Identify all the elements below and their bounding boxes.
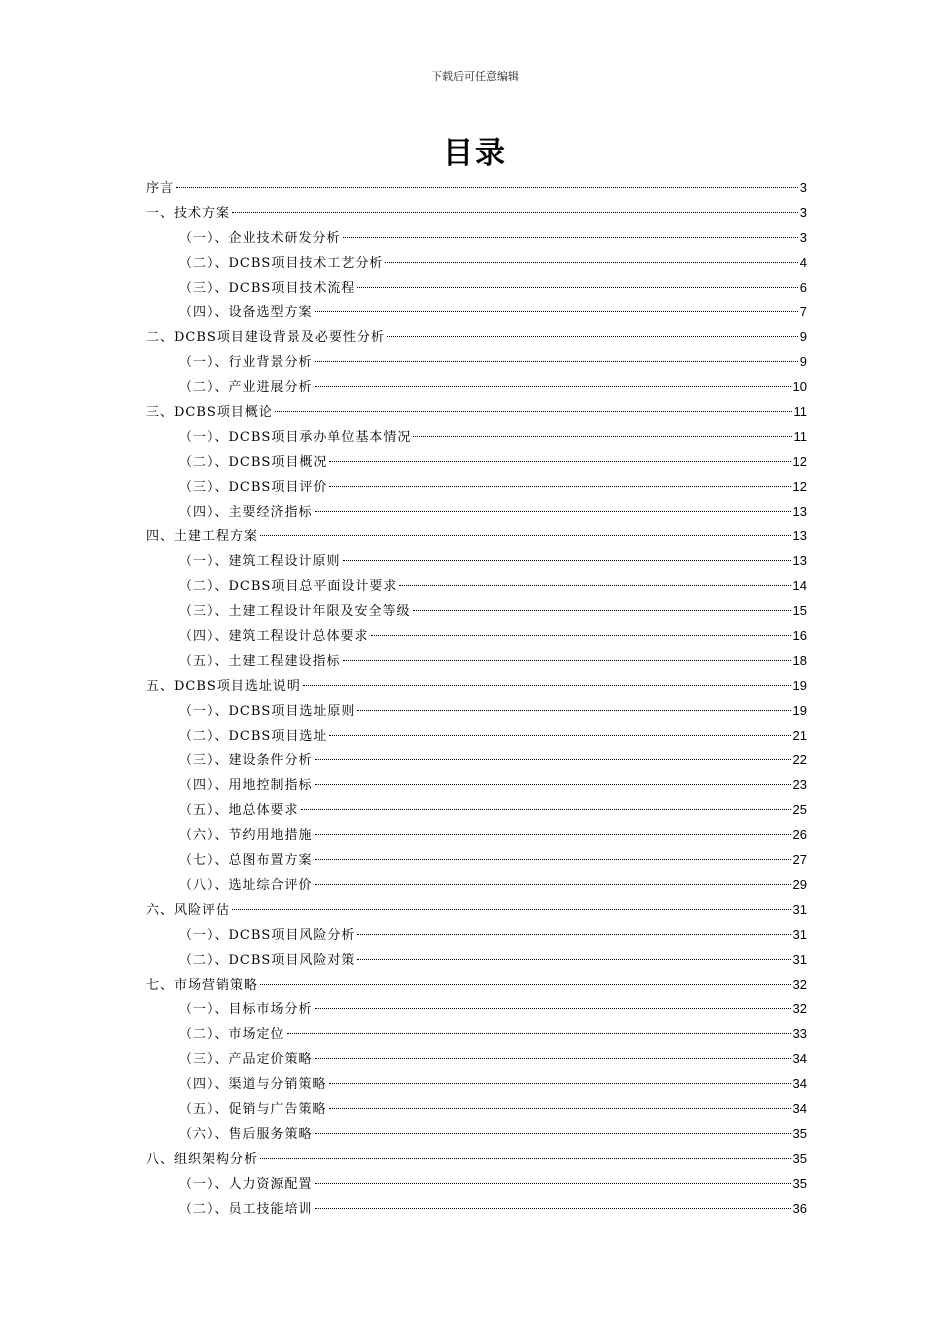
toc-entry[interactable] — [146, 375, 807, 400]
toc-dot-leader — [301, 809, 791, 810]
toc-entry-label: （二）、DCBS项目选址 — [179, 728, 328, 744]
toc-entry[interactable] — [146, 176, 807, 201]
toc-entry-page-number: 27 — [792, 852, 807, 868]
toc-entry-page-number: 32 — [792, 1001, 807, 1017]
toc-entry[interactable] — [146, 649, 807, 674]
toc-entry[interactable] — [146, 1122, 807, 1147]
toc-dot-leader — [387, 336, 798, 337]
toc-dot-leader — [357, 959, 790, 960]
toc-entry-page-number: 15 — [792, 603, 807, 619]
toc-entry-label: （四）、渠道与分销策略 — [179, 1077, 327, 1093]
toc-entry[interactable] — [146, 724, 807, 749]
toc-dot-leader — [232, 212, 798, 213]
toc-dot-leader — [329, 735, 790, 736]
toc-dot-leader — [232, 909, 791, 910]
toc-dot-leader — [287, 1033, 791, 1034]
toc-dot-leader — [315, 1183, 791, 1184]
toc-dot-leader — [329, 461, 790, 462]
toc-entry-label: （一）、企业技术研发分析 — [179, 230, 341, 246]
toc-entry[interactable] — [146, 1172, 807, 1197]
toc-dot-leader — [315, 759, 791, 760]
toc-entry-label: （八）、选址综合评价 — [179, 877, 313, 893]
toc-entry[interactable] — [146, 898, 807, 923]
toc-entry-page-number: 23 — [792, 777, 807, 793]
toc-entry[interactable] — [146, 699, 807, 724]
toc-entry[interactable] — [146, 599, 807, 624]
toc-entry[interactable] — [146, 425, 807, 450]
toc-dot-leader — [329, 1083, 791, 1084]
toc-entry-page-number: 10 — [792, 379, 807, 395]
toc-entry[interactable] — [146, 923, 807, 948]
toc-entry[interactable] — [146, 1047, 807, 1072]
toc-entry-label: （一）、DCBS项目承办单位基本情况 — [179, 429, 412, 445]
table-of-contents — [146, 176, 807, 1221]
toc-dot-leader — [413, 436, 791, 437]
toc-entry[interactable] — [146, 251, 807, 276]
toc-dot-leader — [303, 685, 791, 686]
toc-entry-page-number: 13 — [792, 553, 807, 569]
header-note: 下载后可任意编辑 — [431, 70, 519, 83]
toc-entry-label: （一）、建筑工程设计原则 — [179, 554, 341, 570]
toc-entry-page-number: 19 — [792, 677, 807, 693]
toc-dot-leader — [315, 1133, 791, 1134]
toc-entry[interactable] — [146, 276, 807, 301]
toc-dot-leader — [315, 1208, 791, 1209]
toc-entry-page-number: 19 — [792, 702, 807, 718]
toc-entry[interactable] — [146, 450, 807, 475]
toc-entry-page-number: 35 — [792, 1175, 807, 1191]
toc-dot-leader — [315, 859, 791, 860]
toc-entry-page-number: 16 — [792, 628, 807, 644]
toc-entry-label: （二）、DCBS项目总平面设计要求 — [179, 579, 398, 595]
page-title: 目录 — [443, 136, 507, 171]
toc-entry-label: （一）、行业背景分析 — [179, 355, 313, 371]
toc-dot-leader — [343, 660, 791, 661]
toc-entry[interactable] — [146, 848, 807, 873]
toc-entry[interactable] — [146, 748, 807, 773]
toc-entry-page-number: 4 — [799, 254, 807, 270]
toc-entry[interactable] — [146, 350, 807, 375]
toc-entry-page-number: 12 — [792, 478, 807, 494]
toc-entry-label: （四）、设备选型方案 — [179, 305, 313, 321]
toc-entry-label: （三）、DCBS项目技术流程 — [179, 280, 356, 296]
toc-dot-leader — [357, 710, 790, 711]
toc-entry-page-number: 26 — [792, 827, 807, 843]
toc-entry-label: 七、市场营销策略 — [146, 977, 259, 993]
toc-entry-label: 二、DCBS项目建设背景及必要性分析 — [146, 330, 385, 346]
toc-entry-page-number: 13 — [792, 528, 807, 544]
toc-entry-label: 序言 — [146, 181, 175, 196]
toc-entry-label: （五）、土建工程建设指标 — [179, 653, 341, 669]
toc-dot-leader — [399, 585, 790, 586]
toc-dot-leader — [260, 535, 791, 536]
toc-entry[interactable] — [146, 798, 807, 823]
toc-dot-leader — [413, 610, 791, 611]
toc-entry[interactable] — [146, 201, 807, 226]
toc-dot-leader — [343, 237, 798, 238]
toc-entry[interactable] — [146, 773, 807, 798]
toc-entry-page-number: 11 — [793, 404, 807, 420]
toc-entry[interactable] — [146, 549, 807, 574]
toc-entry-page-number: 9 — [799, 354, 807, 370]
toc-entry[interactable] — [146, 624, 807, 649]
toc-entry-page-number: 14 — [792, 578, 807, 594]
toc-entry-page-number: 22 — [792, 752, 807, 768]
toc-entry-page-number: 9 — [799, 329, 807, 345]
toc-dot-leader — [329, 1108, 791, 1109]
toc-entry[interactable] — [146, 325, 807, 350]
toc-entry-label: （三）、DCBS项目评价 — [179, 479, 328, 495]
toc-dot-leader — [315, 884, 791, 885]
toc-entry[interactable] — [146, 674, 807, 699]
toc-entry-label: （七）、总图布置方案 — [179, 853, 313, 869]
toc-entry-page-number: 36 — [792, 1200, 807, 1216]
toc-entry-label: （六）、售后服务策略 — [179, 1126, 313, 1142]
toc-dot-leader — [357, 934, 790, 935]
toc-entry-page-number: 3 — [799, 180, 807, 195]
toc-dot-leader — [315, 511, 791, 512]
toc-entry-label: （二）、DCBS项目风险对策 — [179, 952, 356, 968]
toc-entry-page-number: 13 — [792, 503, 807, 519]
toc-dot-leader — [275, 411, 792, 412]
toc-entry[interactable] — [146, 400, 807, 425]
toc-entry-page-number: 12 — [792, 453, 807, 469]
toc-entry-page-number: 35 — [792, 1125, 807, 1141]
toc-dot-leader — [315, 386, 791, 387]
toc-entry-label: （二）、员工技能培训 — [179, 1201, 313, 1217]
toc-entry-page-number: 6 — [799, 279, 807, 295]
toc-entry[interactable] — [146, 475, 807, 500]
toc-entry[interactable] — [146, 1072, 807, 1097]
toc-entry-label: （六）、节约用地措施 — [179, 828, 313, 844]
toc-entry-label: 八、组织架构分析 — [146, 1151, 259, 1167]
toc-entry-label: （二）、产业进展分析 — [179, 380, 313, 396]
toc-entry-label: 六、风险评估 — [146, 902, 231, 918]
toc-entry-page-number: 3 — [799, 229, 807, 245]
toc-entry-label: 五、DCBS项目选址说明 — [146, 678, 301, 694]
toc-entry[interactable] — [146, 823, 807, 848]
toc-dot-leader — [260, 984, 791, 985]
toc-dot-leader — [315, 311, 798, 312]
toc-entry-label: （二）、市场定位 — [179, 1027, 285, 1043]
toc-entry-page-number: 31 — [792, 926, 807, 942]
toc-entry-page-number: 32 — [792, 976, 807, 992]
toc-entry-label: （二）、DCBS项目技术工艺分析 — [179, 255, 384, 271]
toc-entry-label: （四）、建筑工程设计总体要求 — [179, 629, 369, 645]
toc-entry[interactable] — [146, 973, 807, 998]
toc-entry-page-number: 34 — [792, 1100, 807, 1116]
toc-dot-leader — [329, 486, 790, 487]
toc-dot-leader — [260, 1158, 791, 1159]
toc-dot-leader — [315, 1058, 791, 1059]
toc-entry[interactable] — [146, 226, 807, 251]
toc-entry-page-number: 7 — [799, 304, 807, 320]
toc-entry-label: （五）、地总体要求 — [179, 803, 299, 819]
toc-entry[interactable] — [146, 1022, 807, 1047]
toc-entry[interactable] — [146, 1147, 807, 1172]
toc-dot-leader — [343, 560, 791, 561]
toc-entry-page-number: 31 — [792, 901, 807, 917]
toc-entry[interactable] — [146, 500, 807, 525]
toc-entry-page-number: 11 — [793, 428, 807, 444]
toc-entry-label: （一）、目标市场分析 — [179, 1002, 313, 1018]
toc-entry[interactable] — [146, 1197, 807, 1222]
toc-entry-label: （四）、用地控制指标 — [179, 778, 313, 794]
toc-entry-label: （一）、DCBS项目选址原则 — [179, 703, 356, 719]
toc-entry-label: （一）、人力资源配置 — [179, 1176, 313, 1192]
toc-entry-page-number: 25 — [792, 802, 807, 818]
toc-entry[interactable] — [146, 997, 807, 1022]
toc-entry[interactable] — [146, 873, 807, 898]
toc-dot-leader — [371, 635, 791, 636]
toc-entry-page-number: 34 — [792, 1076, 807, 1092]
toc-dot-leader — [315, 834, 791, 835]
toc-dot-leader — [315, 1008, 791, 1009]
toc-entry-page-number: 33 — [792, 1026, 807, 1042]
toc-entry-label: 一、技术方案 — [146, 205, 231, 221]
toc-entry-label: （三）、土建工程设计年限及安全等级 — [179, 604, 411, 620]
toc-entry-label: （三）、产品定价策略 — [179, 1052, 313, 1068]
toc-dot-leader — [315, 361, 798, 362]
toc-entry-label: （一）、DCBS项目风险分析 — [179, 927, 356, 943]
toc-entry-page-number: 3 — [799, 204, 807, 220]
toc-entry-page-number: 31 — [792, 951, 807, 967]
toc-dot-leader — [385, 262, 797, 263]
toc-entry-label: （五）、促销与广告策略 — [179, 1101, 327, 1117]
toc-entry-page-number: 21 — [792, 727, 807, 743]
toc-entry[interactable] — [146, 574, 807, 599]
toc-entry-page-number: 34 — [792, 1051, 807, 1067]
toc-entry[interactable] — [146, 300, 807, 325]
toc-entry-label: （三）、建设条件分析 — [179, 753, 313, 769]
toc-entry[interactable] — [146, 524, 807, 549]
toc-entry[interactable] — [146, 948, 807, 973]
toc-entry-page-number: 18 — [792, 652, 807, 668]
toc-entry-label: 三、DCBS项目概论 — [146, 405, 273, 421]
toc-entry-label: 四、土建工程方案 — [146, 529, 259, 545]
toc-entry-label: （四）、主要经济指标 — [179, 504, 313, 520]
toc-entry[interactable] — [146, 1097, 807, 1122]
toc-entry-label: （二）、DCBS项目概况 — [179, 454, 328, 470]
toc-entry-page-number: 29 — [792, 876, 807, 892]
toc-dot-leader — [176, 187, 798, 188]
toc-entry-page-number: 35 — [792, 1150, 807, 1166]
toc-dot-leader — [315, 784, 791, 785]
toc-dot-leader — [357, 287, 797, 288]
